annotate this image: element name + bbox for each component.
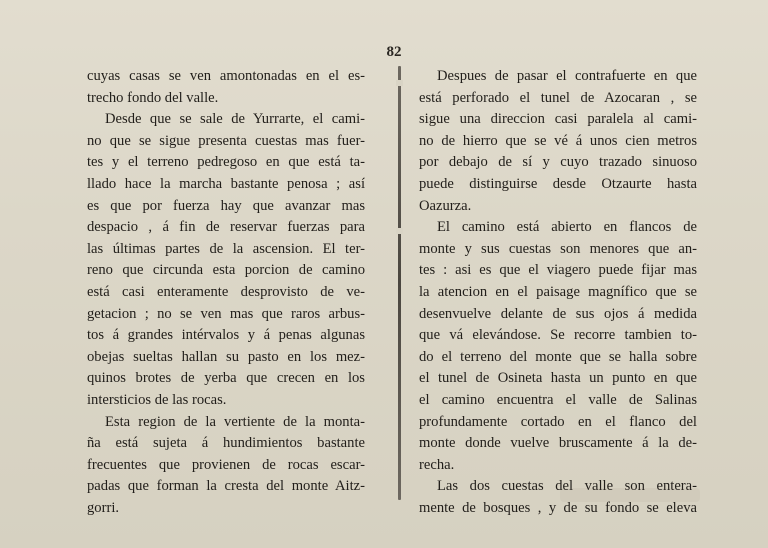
text-line: reno que circunda esta porcion de camino xyxy=(87,262,365,279)
text-line: despacio , á fin de reservar fuerzas para xyxy=(87,219,365,236)
text-line: sigue una direccion casi paralela al cami- xyxy=(419,111,697,128)
text-line: frecuentes que provienen de rocas escar- xyxy=(87,456,365,473)
text-line: Esta region de la vertiente de la monta- xyxy=(105,413,365,430)
text-line: El camino está abierto en flancos de xyxy=(437,219,697,236)
text-line: las últimas partes de la ascension. El ter- xyxy=(87,240,365,257)
text-line: está perforado el tunel de Azocaran , se xyxy=(419,89,697,106)
text-line: no de hierro que se vé á unos cien metros xyxy=(419,132,697,149)
text-line: monte donde vuelve bruscamente á la de- xyxy=(419,435,697,452)
text-line: recha. xyxy=(419,456,455,473)
text-line: el camino encuentra el valle de Salinas xyxy=(419,391,697,408)
text-line: es que por fuerza hay que avanzar mas xyxy=(87,197,365,214)
text-line: padas que forman la cresta del monte Aitz- xyxy=(87,478,365,495)
text-line: el tunel de Osineta hasta un punto en que xyxy=(419,370,697,387)
text-line: Las dos cuestas del valle son entera- xyxy=(437,478,697,495)
text-line: trecho fondo del valle. xyxy=(87,89,219,106)
text-line: por debajo de sí y cuyo trazado sinuoso xyxy=(419,154,697,171)
text-line: intersticios de las rocas. xyxy=(87,391,227,408)
text-line: tes y el terreno pedregoso en que está ta- xyxy=(87,154,365,171)
text-line: cuyas casas se ven amontonadas en el es- xyxy=(87,68,365,84)
page-number: 82 xyxy=(386,44,402,60)
text-line: ña está sujeta á hundimientos bastante xyxy=(87,435,365,452)
text-line: Oazurza. xyxy=(419,197,472,214)
text-line: tos á grandes intérvalos y á penas algunas xyxy=(87,327,365,344)
text-line: gorri. xyxy=(87,499,120,516)
bleed-through-mark xyxy=(560,488,700,502)
text-line: obejas sueltas hallan su pasto en los mez- xyxy=(87,348,365,365)
text-line: mente de bosques , y de su fondo se eleva xyxy=(419,499,697,516)
text-line: getacion ; no se ven mas que raros arbus- xyxy=(87,305,365,322)
text-line: la atencion en el paisage magnífico que se xyxy=(419,283,697,300)
text-line: monte y sus cuestas son menores que an- xyxy=(419,240,697,257)
divider-gap xyxy=(396,80,403,86)
text-line: tes : asi es que el viagero puede fijar mas xyxy=(419,262,697,279)
text-line: Despues de pasar el contrafuerte en que xyxy=(437,68,697,84)
text-line: do el terreno del monte que se halla sobre xyxy=(419,348,697,365)
text-line: está casi enteramente desprovisto de ve- xyxy=(87,283,365,300)
text-line: profundamente cortado en el flanco del xyxy=(419,413,697,430)
text-line: llado hace la marcha bastante penosa ; así xyxy=(87,175,365,192)
text-line: quinos brotes de yerba que crecen en los xyxy=(87,370,365,387)
text-line: puede distinguirse desde Otzaurte hasta xyxy=(419,175,697,192)
text-line: que vá elevándose. Se recorre tambien to- xyxy=(419,327,697,344)
right-text-column xyxy=(419,66,697,519)
left-text-column xyxy=(87,66,365,519)
column-divider xyxy=(398,66,401,500)
divider-gap xyxy=(396,228,403,234)
text-line: no que se sigue presenta cuestas mas fuer- xyxy=(87,132,365,149)
text-line: desenvuelve delante de sus ojos á medida xyxy=(419,305,697,322)
text-line: Desde que se sale de Yurrarte, el cami- xyxy=(105,111,365,128)
